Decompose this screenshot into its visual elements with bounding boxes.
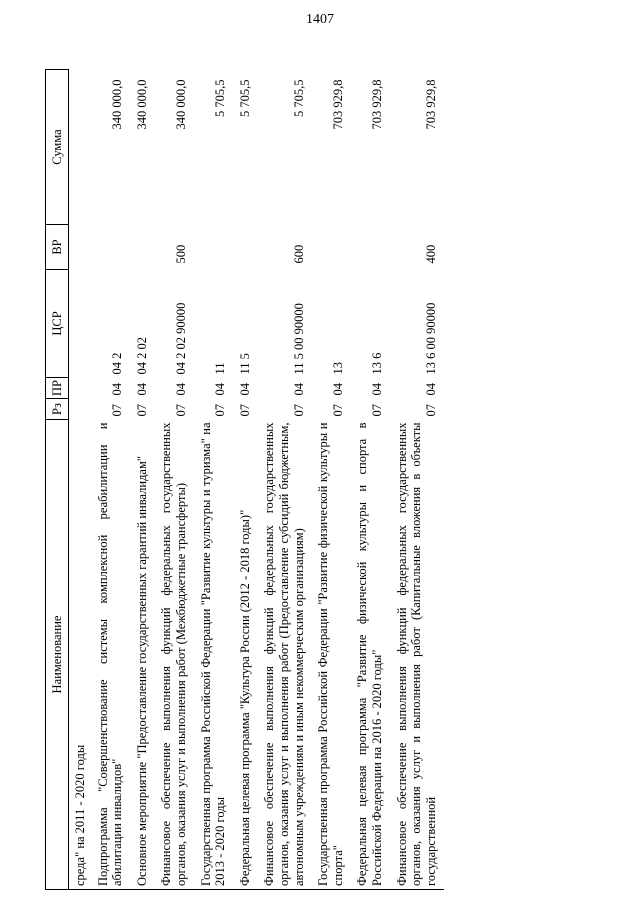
row-name: Государственная программа Российской Федерации "Развитие культуры и туризма" на 2013 - 2020 годы: [195, 420, 234, 890]
row-pr: 04: [330, 383, 345, 396]
row-sum: 703 929,8: [330, 79, 345, 130]
row-sum: 703 929,8: [369, 79, 384, 130]
row-rz: 07: [237, 404, 252, 417]
row-csr: 13 6: [369, 352, 384, 375]
row-name: Федеральная целевая программа "Развитие физической культуры и спорта в Российской Федерации на 2016 - 2020 годы": [351, 420, 390, 890]
table-row: [155, 70, 194, 890]
row-vr: [312, 225, 351, 270]
table-row: [391, 70, 445, 890]
row-sum: 340 000,0: [173, 79, 188, 130]
row-csr: 11 5: [237, 353, 252, 375]
row-csr: 04 2 02: [134, 337, 149, 375]
header-pr: ПР: [46, 378, 69, 399]
row-rz: 07: [369, 404, 384, 417]
table-row: [234, 70, 259, 890]
row-name: Основное мероприятие "Предоставление государственных гарантий инвалидам": [131, 420, 156, 890]
row-csr: 04 2 02 90000: [173, 302, 188, 375]
row-rz: 07: [423, 404, 438, 417]
table-row: [195, 70, 234, 890]
row-pr: 04: [134, 383, 149, 396]
row-csr: 04 2: [110, 352, 125, 375]
row-csr: 13: [330, 362, 345, 375]
row-rz: 07: [330, 404, 345, 417]
row-vr: [195, 225, 234, 270]
page-number: 1407: [306, 12, 334, 27]
row-sum: 5 705,5: [291, 79, 306, 117]
header-sum: Сумма: [46, 70, 69, 225]
row-sum: 5 705,5: [237, 79, 252, 117]
table-row: [351, 70, 390, 890]
row-vr: [351, 225, 390, 270]
row-csr: 11 5 00 90000: [291, 303, 306, 375]
row-csr: 11: [213, 362, 228, 375]
row-pr: 04: [213, 383, 228, 396]
budget-table: [45, 69, 444, 890]
row-name: Финансовое обеспечение выполнения функций федеральных государственных органов, оказания услуг и выполнения работ (Капитальные вложения в объекты государственной: [391, 420, 445, 890]
row-vr: [131, 225, 156, 270]
row-rz: 07: [173, 404, 188, 417]
continuation-text: среда" на 2011 - 2020 годы: [69, 70, 92, 890]
row-name: Финансовое обеспечение выполнения функций федеральных государственных органов, оказания услуг и выполнения работ (Межбюджетные трансферты): [155, 420, 194, 890]
row-vr: [234, 225, 259, 270]
row-rz: 07: [213, 404, 228, 417]
table-row: [131, 70, 156, 890]
row-name: Подпрограмма "Совершенствование системы комплексной реабилитации и абилитации инвалидов": [92, 420, 131, 890]
row-pr: 04: [237, 383, 252, 396]
row-sum: 340 000,0: [134, 79, 149, 130]
row-sum: 5 705,5: [213, 79, 228, 117]
header-vr: ВР: [46, 225, 69, 270]
row-sum: 340 000,0: [110, 79, 125, 130]
row-name: Финансовое обеспечение выполнения функций федеральных государственных органов, оказания услуг и выполнения работ (Предоставление субсидий бюджетным, автономным учреждениям и иным некоммерческим организациям): [258, 420, 312, 890]
table-row: [312, 70, 351, 890]
row-rz: 07: [291, 404, 306, 417]
row-name: Федеральная целевая программа "Культура России (2012 - 2018 годы)": [234, 420, 259, 890]
header-name: Наименование: [46, 420, 69, 890]
row-vr: [92, 225, 131, 270]
header-rz: Рз: [46, 399, 69, 420]
row-name: Государственная программа Российской Федерации "Развитие физической культуры и спорта": [312, 420, 351, 890]
header-csr: ЦСР: [46, 270, 69, 378]
row-pr: 04: [291, 383, 306, 396]
row-vr: 400: [423, 244, 438, 264]
table-header: [46, 70, 69, 890]
row-pr: 04: [110, 383, 125, 396]
continuation-row: [69, 70, 92, 890]
row-pr: 04: [423, 383, 438, 396]
table-row: [258, 70, 312, 890]
table-row: [92, 70, 131, 890]
row-pr: 04: [173, 383, 188, 396]
row-vr: 600: [291, 244, 306, 264]
rotated-page-content: [45, 70, 630, 890]
row-csr: 13 6 00 90000: [423, 302, 438, 375]
row-rz: 07: [134, 404, 149, 417]
row-sum: 703 929,8: [423, 79, 438, 130]
row-rz: 07: [110, 404, 125, 417]
row-pr: 04: [369, 383, 384, 396]
row-vr: 500: [173, 244, 188, 264]
